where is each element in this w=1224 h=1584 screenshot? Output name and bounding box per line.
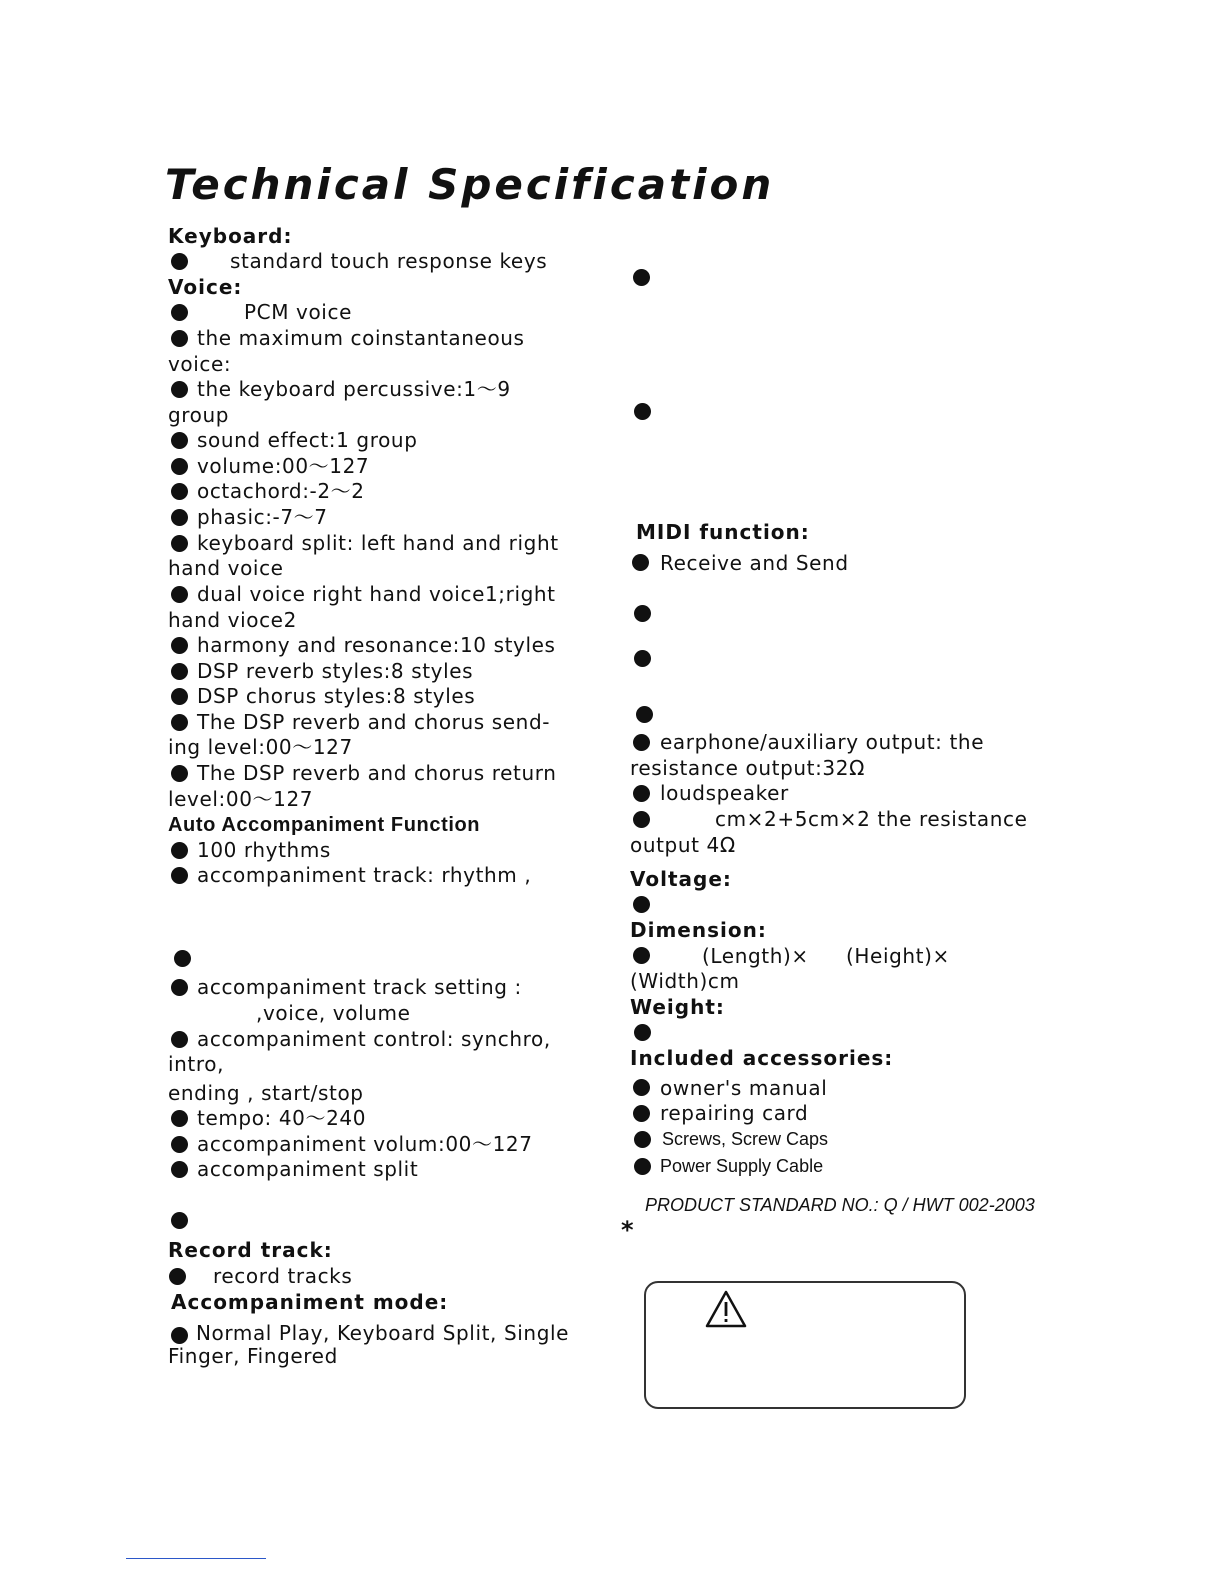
- bullet: [171, 330, 188, 347]
- bullet: [636, 706, 653, 723]
- spec-modes: Normal Play, Keyboard Split, Single: [196, 1321, 570, 1345]
- spec-percussive: the keyboard percussive:1～9: [197, 377, 511, 401]
- bullet: [171, 1212, 188, 1229]
- bullet: [171, 867, 188, 884]
- bullet: [171, 842, 188, 859]
- bullet: [171, 586, 188, 603]
- bullet: [633, 896, 650, 913]
- spec-acc-track: accompaniment track: rhythm ,: [197, 863, 532, 887]
- bullet: [633, 811, 650, 828]
- bullet: [171, 1327, 188, 1344]
- spec-speaker-size: cm×2+5cm×2 the resistance: [715, 807, 1028, 831]
- bullet: [171, 688, 188, 705]
- bullet: [171, 714, 188, 731]
- bullet: [171, 1161, 188, 1178]
- spec-receive-send: Receive and Send: [660, 551, 849, 575]
- bullet: [171, 1136, 188, 1153]
- product-standard: PRODUCT STANDARD NO.: Q / HWT 002-2003: [645, 1195, 1035, 1215]
- section-weight: Weight:: [630, 995, 725, 1019]
- footnote-star: *: [621, 1216, 634, 1244]
- bullet: [633, 734, 650, 751]
- accessory-repairing-card: repairing card: [660, 1101, 809, 1125]
- spec-acc-control: accompaniment control: synchro,: [197, 1027, 551, 1051]
- spec-octachord: octachord:-2～2: [197, 479, 365, 503]
- spec-dual-voice: dual voice right hand voice1;right: [197, 582, 556, 606]
- spec-percussive-cont: group: [168, 403, 230, 427]
- spec-pcm-voice: PCM voice: [244, 300, 352, 324]
- spec-return-level: The DSP reverb and chorus return: [197, 761, 557, 785]
- bullet: [632, 554, 649, 571]
- spec-max-voice-cont: voice:: [168, 352, 232, 376]
- bullet: [171, 509, 188, 526]
- spec-harmony: harmony and resonance:10 styles: [197, 633, 556, 657]
- accessory-owners-manual: owner's manual: [660, 1076, 828, 1100]
- bullet: [633, 785, 650, 802]
- spec-send-level-cont: ing level:00～127: [168, 735, 353, 759]
- spec-standard-keys: standard touch response keys: [230, 249, 548, 273]
- bullet: [171, 663, 188, 680]
- page-title: Technical Specification: [165, 160, 775, 209]
- section-voltage: Voltage:: [630, 867, 732, 891]
- bullet: [634, 605, 651, 622]
- spec-reverb-styles: DSP reverb styles:8 styles: [197, 659, 474, 683]
- spec-return-level-cont: level:00～127: [168, 787, 314, 811]
- footer-link-underline: [126, 1558, 266, 1559]
- accessory-screws: Screws, Screw Caps: [662, 1129, 829, 1149]
- section-included-accessories: Included accessories:: [630, 1046, 894, 1070]
- spec-phasic: phasic:-7～7: [197, 505, 328, 529]
- spec-tempo: tempo: 40～240: [197, 1106, 367, 1130]
- bullet: [171, 253, 188, 270]
- bullet: [633, 1105, 650, 1122]
- bullet: [171, 1110, 188, 1127]
- bullet: [171, 979, 188, 996]
- bullet: [171, 458, 188, 475]
- spec-dim-length: (Length)×: [702, 944, 809, 968]
- bullet: [633, 947, 650, 964]
- bullet: [169, 1268, 186, 1285]
- section-keyboard: Keyboard:: [168, 224, 293, 248]
- bullet: [633, 1079, 650, 1096]
- spec-sound-effect: sound effect:1 group: [197, 428, 418, 452]
- bullet: [634, 1131, 651, 1148]
- bullet: [171, 765, 188, 782]
- section-voice: Voice:: [168, 275, 243, 299]
- spec-acc-control-cont: intro,: [168, 1052, 225, 1076]
- spec-dual-voice-cont: hand vioce2: [168, 608, 297, 632]
- spec-rhythms: 100 rhythms: [197, 838, 331, 862]
- section-dimension: Dimension:: [630, 918, 767, 942]
- section-accompaniment-mode: Accompaniment mode:: [171, 1290, 449, 1314]
- bullet: [171, 637, 188, 654]
- bullet: [634, 650, 651, 667]
- bullet: [171, 483, 188, 500]
- bullet: [171, 304, 188, 321]
- bullet: [171, 432, 188, 449]
- spec-earphone: earphone/auxiliary output: the: [660, 730, 985, 754]
- spec-send-level: The DSP reverb and chorus send-: [197, 710, 551, 734]
- bullet: [634, 1158, 651, 1175]
- spec-chorus-styles: DSP chorus styles:8 styles: [197, 684, 476, 708]
- spec-volume: volume:00～127: [197, 454, 370, 478]
- section-auto-accompaniment: Auto Accompaniment Function: [168, 814, 481, 836]
- bullet: [634, 1024, 651, 1041]
- bullet: [634, 403, 651, 420]
- spec-acc-setting: accompaniment track setting :: [197, 975, 522, 999]
- section-record-track: Record track:: [168, 1238, 333, 1262]
- spec-speaker-size-cont: output 4Ω: [630, 833, 736, 857]
- spec-keyboard-split-cont: hand voice: [168, 556, 284, 580]
- section-midi: MIDI function:: [636, 520, 810, 544]
- bullet: [171, 381, 188, 398]
- bullet: [174, 950, 191, 967]
- spec-acc-split: accompaniment split: [197, 1157, 419, 1181]
- spec-earphone-cont: resistance output:32Ω: [630, 756, 865, 780]
- spec-acc-setting-cont: ,voice, volume: [256, 1001, 411, 1025]
- warning-triangle-icon: [704, 1289, 748, 1333]
- spec-acc-volume: accompaniment volum:00～127: [197, 1132, 533, 1156]
- accessory-power-cable: Power Supply Cable: [660, 1156, 824, 1176]
- spec-dim-height: (Height)×: [846, 944, 950, 968]
- bullet: [171, 1031, 188, 1048]
- spec-acc-control-cont2: ending , start/stop: [168, 1081, 364, 1105]
- spec-max-voice: the maximum coinstantaneous: [197, 326, 525, 350]
- spec-modes-cont: Finger, Fingered: [168, 1344, 338, 1368]
- spec-record-tracks: record tracks: [213, 1264, 353, 1288]
- spec-loudspeaker: loudspeaker: [660, 781, 789, 805]
- bullet: [633, 269, 650, 286]
- bullet: [171, 535, 188, 552]
- spec-dim-width: (Width)cm: [630, 969, 740, 993]
- spec-keyboard-split: keyboard split: left hand and right: [197, 531, 559, 555]
- warning-box: [644, 1281, 966, 1409]
